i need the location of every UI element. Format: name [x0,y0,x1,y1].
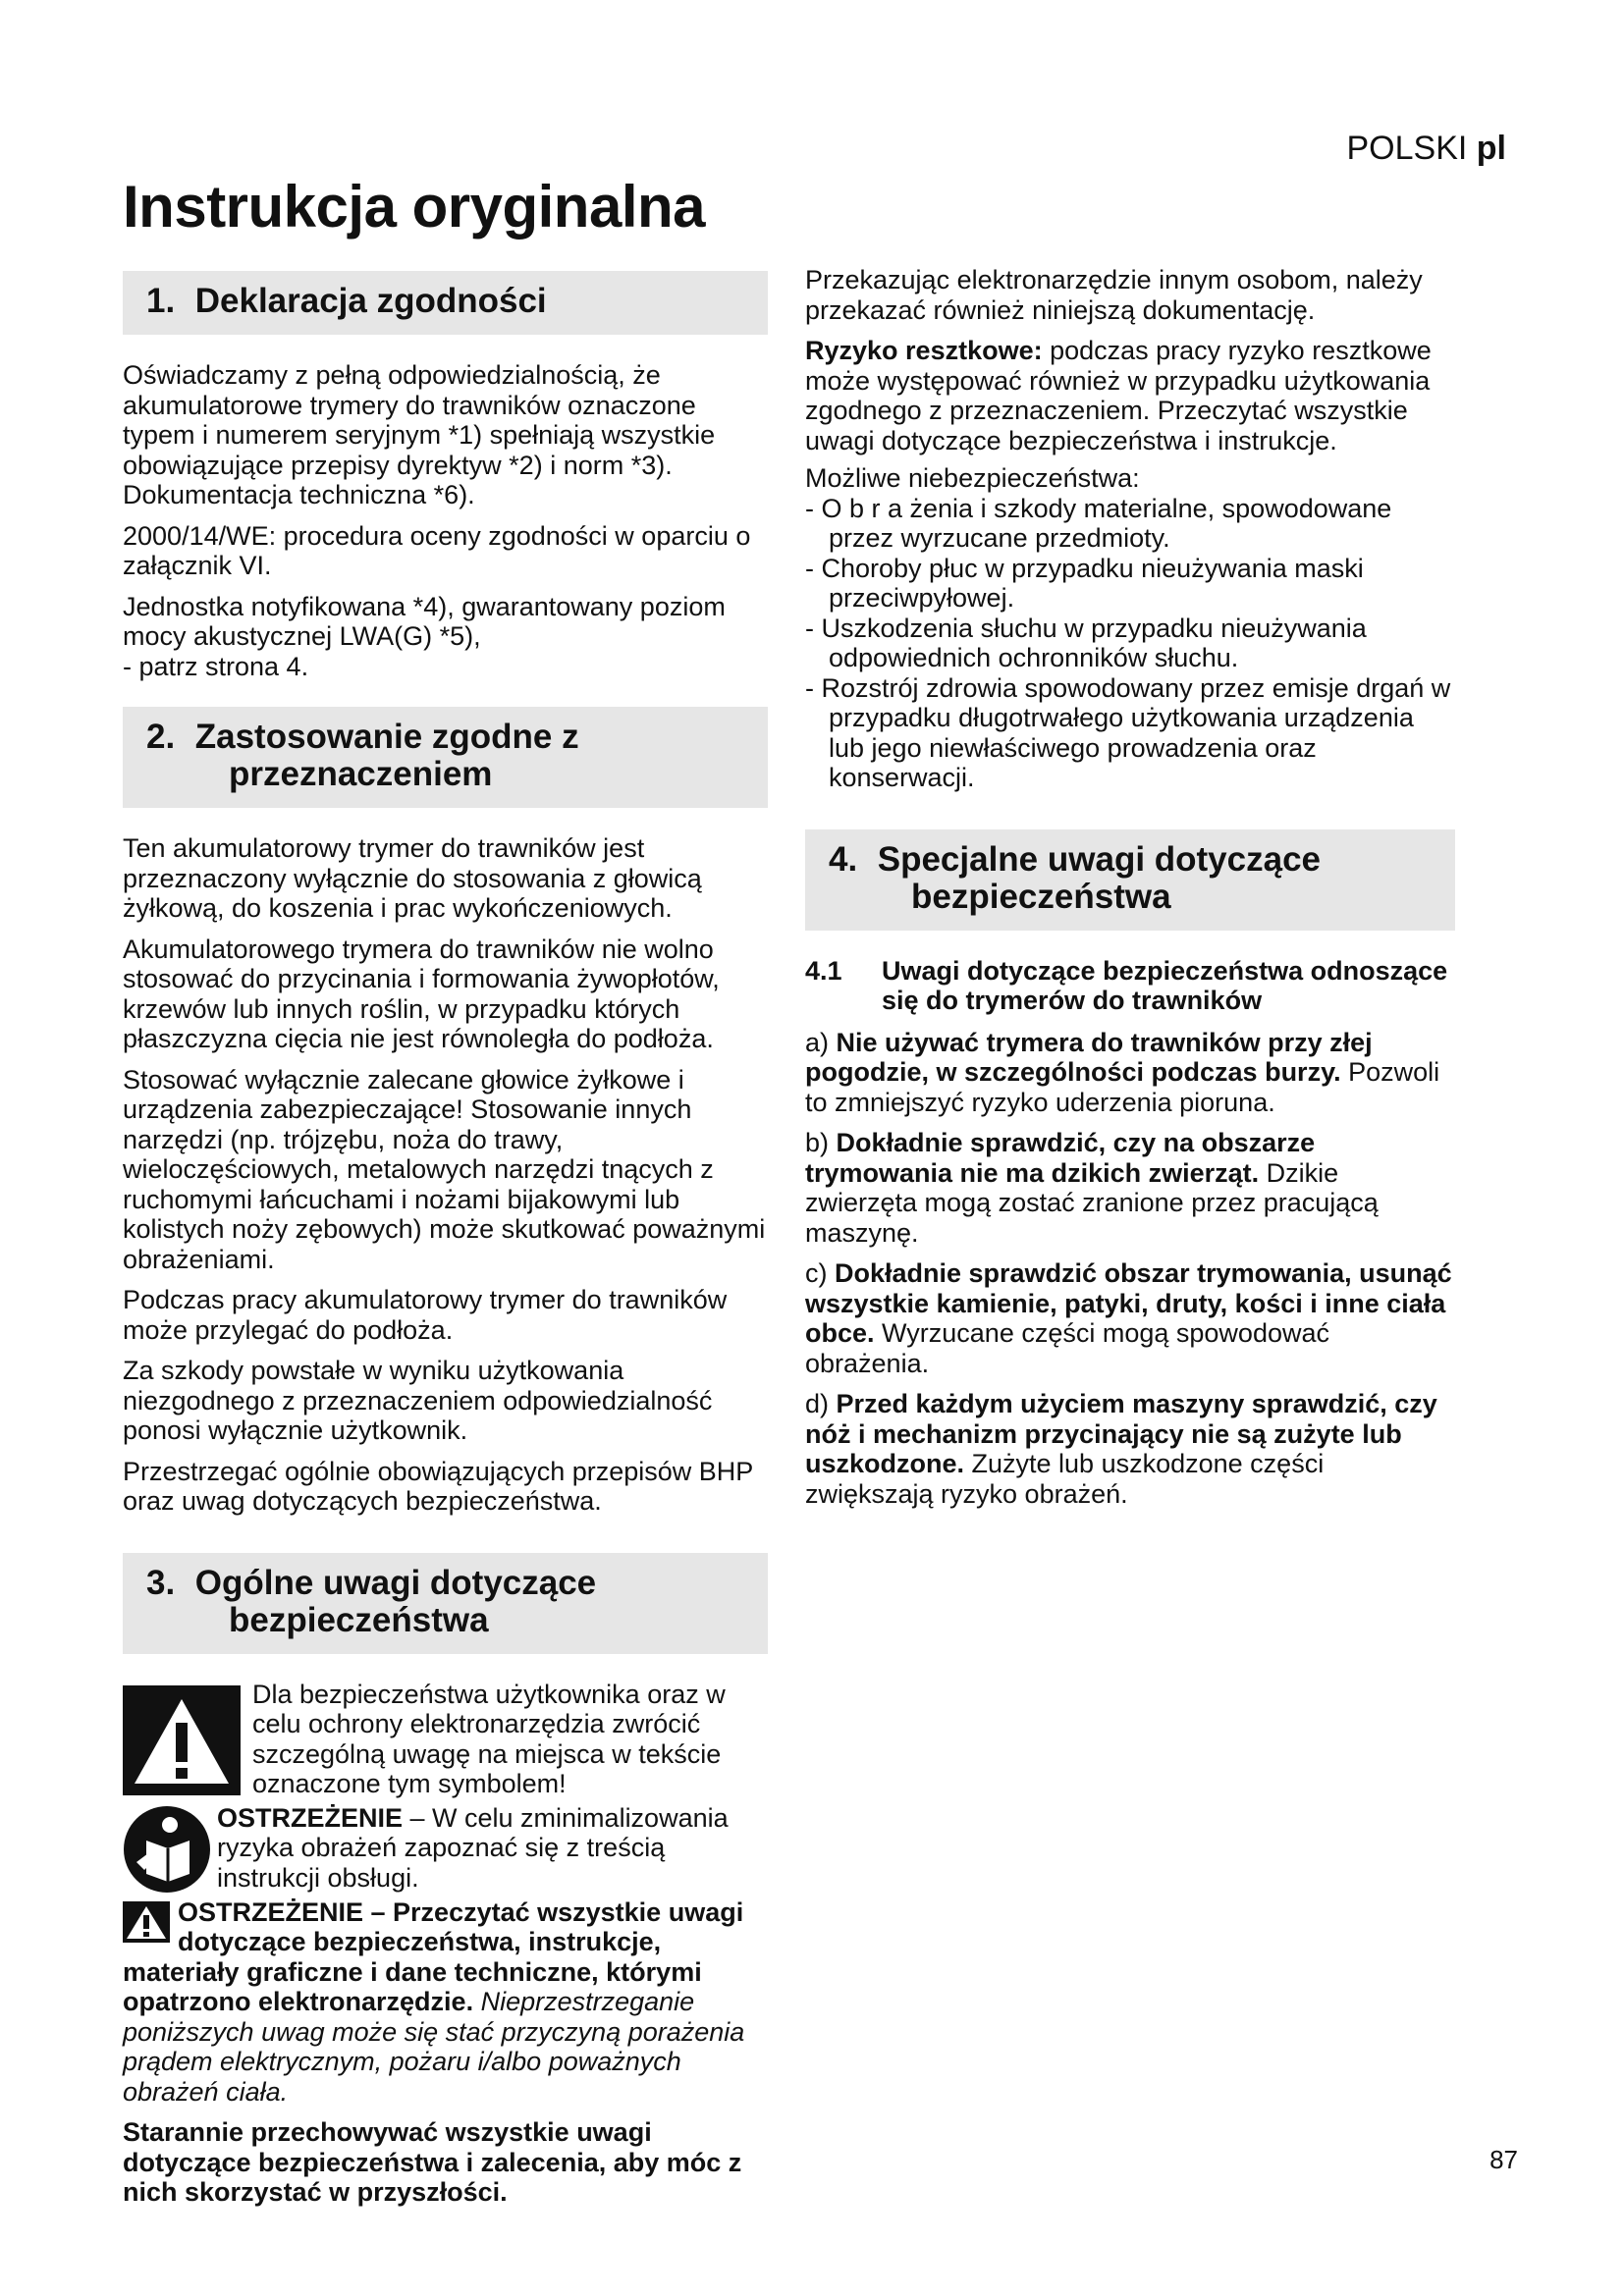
section-1-heading: 1. Deklaracja zgodności [123,271,768,335]
language-code: pl [1476,130,1506,167]
read-manual-warning: OSTRZEŻENIE – W celu zminimalizowania ryzyka obrażeń zapoznać się z treścią instrukcji obsługi. [123,1803,768,1894]
intended-use-p1: Ten akumulatorowy trymer do trawników jest przeznaczony wyłącznie do stosowania z głowicą żyłkową, do koszenia i prac wykończeniowych. [123,833,702,923]
intended-use-p6: Przestrzegać ogólnie obowiązujących przepisów BHP oraz uwag dotyczących bezpieczeństwa. [123,1456,753,1516]
safety-item-c: c) Dokładnie sprawdzić obszar trymowania, usunąć wszystkie kamienie, patyki, druty, kości i inne ciała obce. Wyrzucane części mogą spowodować obrażenia. [805,1258,1452,1378]
list-item: - Choroby płuc w przypadku nieużywania maski przeciwpyłowej. [805,553,1364,613]
read-all-warning: OSTRZEŻENIE – Przeczytać wszystkie uwagi dotyczące bezpieczeństwa, instrukcje, materiały graficzne i dane techniczne, którymi opatrzono elektronarzędzie. Nieprzestrzeganie poniższych uwag może się stać przyczyną porażenia prądem elektrycznym, pożaru i/albo poważnych obrażeń ciała. [123,1896,745,2107]
left-column [123,271,768,2218]
warning-label: OSTRZEŻENIE [217,1802,404,1833]
safety-item-a: a) Nie używać trymera do trawników przy złej pogodzie, w szczególności podczas burzy. Pozwoli to zmniejszyć ryzyko uderzenia pioruna. [805,1027,1440,1117]
page-title: Instrukcja oryginalna [123,174,706,240]
read-manual-icon [123,1805,211,1894]
pass-on-text: Przekazując elektronarzędzie innym osobom, należy przekazać również niniejszą dokumentację. [805,265,1423,325]
intended-use-p2: Akumulatorowego trymera do trawników nie wolno stosować do przycinania i formowania żywopłotów, krzewów lub innych roślin, w przypadku których płaszczyzna cięcia nie jest równoległa do podłoża. [123,934,720,1053]
page-number: 87 [1489,2145,1518,2174]
intended-use-p5: Za szkody powstałe w wyniku użytkowania niezgodnego z przeznaczeniem odpowiedzialność ponosi wyłącznie użytkownik. [123,1356,713,1445]
residual-risk-text: Ryzyko resztkowe: podczas pracy ryzyko resztkowe może występować również w przypadku użytkowania zgodnego z przeznaczeniem. Przeczytać wszystkie uwagi dotyczące bezpieczeństwa i instrukcje. [805,336,1432,455]
procedure-text: 2000/14/WE: procedura oceny zgodności w oparciu o załącznik VI. [123,520,751,580]
language-label: POLSKI pl [1346,130,1506,167]
hazards-list [805,494,1455,793]
intended-use-p4: Podczas pracy akumulatorowy trymer do trawników może przylegać do podłoża. [123,1285,728,1345]
subsection-4-1-heading: 4.1 Uwagi dotyczące bezpieczeństwa odnoszące się do trymerów do trawników [805,955,1448,1015]
small-warning-triangle-icon [123,1901,170,1943]
list-item: - Uszkodzenia słuchu w przypadku nieużywania odpowiednich ochronników słuchu. [805,613,1367,672]
see-page-text: - patrz strona 4. [123,651,309,681]
right-column [805,265,1455,1520]
intended-use-p3: Stosować wyłącznie zalecane głowice żyłkowe i urządzenia zabezpieczające! Stosowanie innych narzędzi (np. trójzębu, noża do trawy, wieloczęściowych, metalowych narzędzi tnących z ruchomymi łańcuchami i nożami bijakowymi lub kolistych noży zębowych) może skutkować poważnymi obrażeniami. [123,1064,766,1274]
hazards-label: Możliwe niebezpieczeństwa: [805,463,1140,493]
declaration-text: Oświadczamy z pełną odpowiedzialnością, że akumulatorowe trymery do trawników oznaczone typem i numerem seryjnym *1) spełniają wszystkie obowiązujące przepisy dyrektyw *2) i norm *3). Dokumentacja techniczna *6). [123,360,716,509]
list-item: - O b r a żenia i szkody materialne, spowodowane przez wyrzucane przedmioty. [805,493,1392,553]
notified-body-text: Jednostka notyfikowana *4), gwarantowany poziom mocy akustycznej LWA(G) *5), [123,591,726,651]
list-item: - Rozstrój zdrowia spowodowany przez emisje drgań w przypadku długotrwałego użytkowania urządzenia lub jego niewłaściwego prowadzenia oraz konserwacji. [805,672,1451,792]
section-4-heading: 4. Specjalne uwagi dotyczące bezpieczeństwa [805,829,1455,931]
section-3-heading: 3. Ogólne uwagi dotyczące bezpieczeństwa [123,1553,768,1654]
section-2-heading: 2. Zastosowanie zgodne z przeznaczeniem [123,707,768,808]
keep-instructions-note: Starannie przechowywać wszystkie uwagi dotyczące bezpieczeństwa i zalecenia, aby móc z nich skorzystać w przyszłości. [123,2117,742,2207]
safety-symbol-note: Dla bezpieczeństwa użytkownika oraz w celu ochrony elektronarzędzia zwrócić szczególną uwagę na miejsca w tekście oznaczone tym symbolem! [123,1680,768,1799]
safety-item-d: d) Przed każdym użyciem maszyny sprawdzić, czy nóż i mechanizm przycinający nie są zużyte lub uszkodzone. Zużyte lub uszkodzone części zwiększają ryzyko obrażeń. [805,1389,1437,1509]
warning-triangle-icon [123,1685,241,1795]
safety-item-b: b) Dokładnie sprawdzić, czy na obszarze trymowania nie ma dzikich zwierząt. Dzikie zwierzęta mogą zostać zranione przez pracującą maszynę. [805,1128,1379,1248]
